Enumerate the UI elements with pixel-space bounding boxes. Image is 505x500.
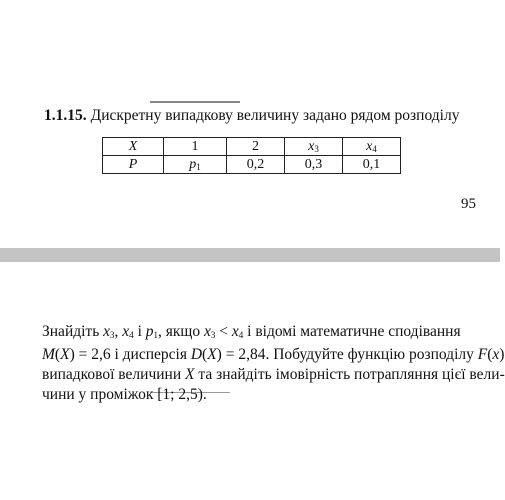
table-row-probabilities <box>103 156 401 174</box>
table-cell: $x_4$ <box>343 138 401 156</box>
problem-number: 1.1.15. <box>44 107 87 124</box>
table-cell: 0,1 <box>343 156 401 174</box>
problem-text: Дискретну випадкову величину задано рядом розподілу <box>90 107 460 124</box>
distribution-table <box>102 137 401 174</box>
row-header-p: P <box>103 156 164 174</box>
problem-body-text <box>42 322 505 405</box>
problem-statement <box>44 107 459 125</box>
row-header-x: X <box>103 138 164 156</box>
text-line-2: M(X) = 2,6 і дисперсія D(X) = 2,84. Побудуйте функцію розподілу F(x) <box>42 346 505 363</box>
table-cell: 2 <box>227 138 285 156</box>
table-cell: 0,2 <box>227 156 285 174</box>
clipped-text-remnant <box>150 101 240 103</box>
page-number: 95 <box>461 196 476 212</box>
page-separator <box>0 248 500 262</box>
table-cell: $x_3$ <box>285 138 343 156</box>
text-line-4: чини у проміжок [1; 2,5). <box>42 386 207 403</box>
table-cell: $p_1$ <box>164 156 227 174</box>
text-line-1: Знайдіть $x_3$, $x_4$ і $p_1$, якщо $x_3 < x_4$ і відомі математичне сподівання <box>42 323 461 340</box>
table-row-values <box>103 138 401 156</box>
text-line-3: випадкової величини X та знайдіть імовірність потрапляння цієї вели- <box>42 366 505 383</box>
table-cell: 0,3 <box>285 156 343 174</box>
table-cell: 1 <box>164 138 227 156</box>
upper-page-fragment <box>0 0 500 248</box>
